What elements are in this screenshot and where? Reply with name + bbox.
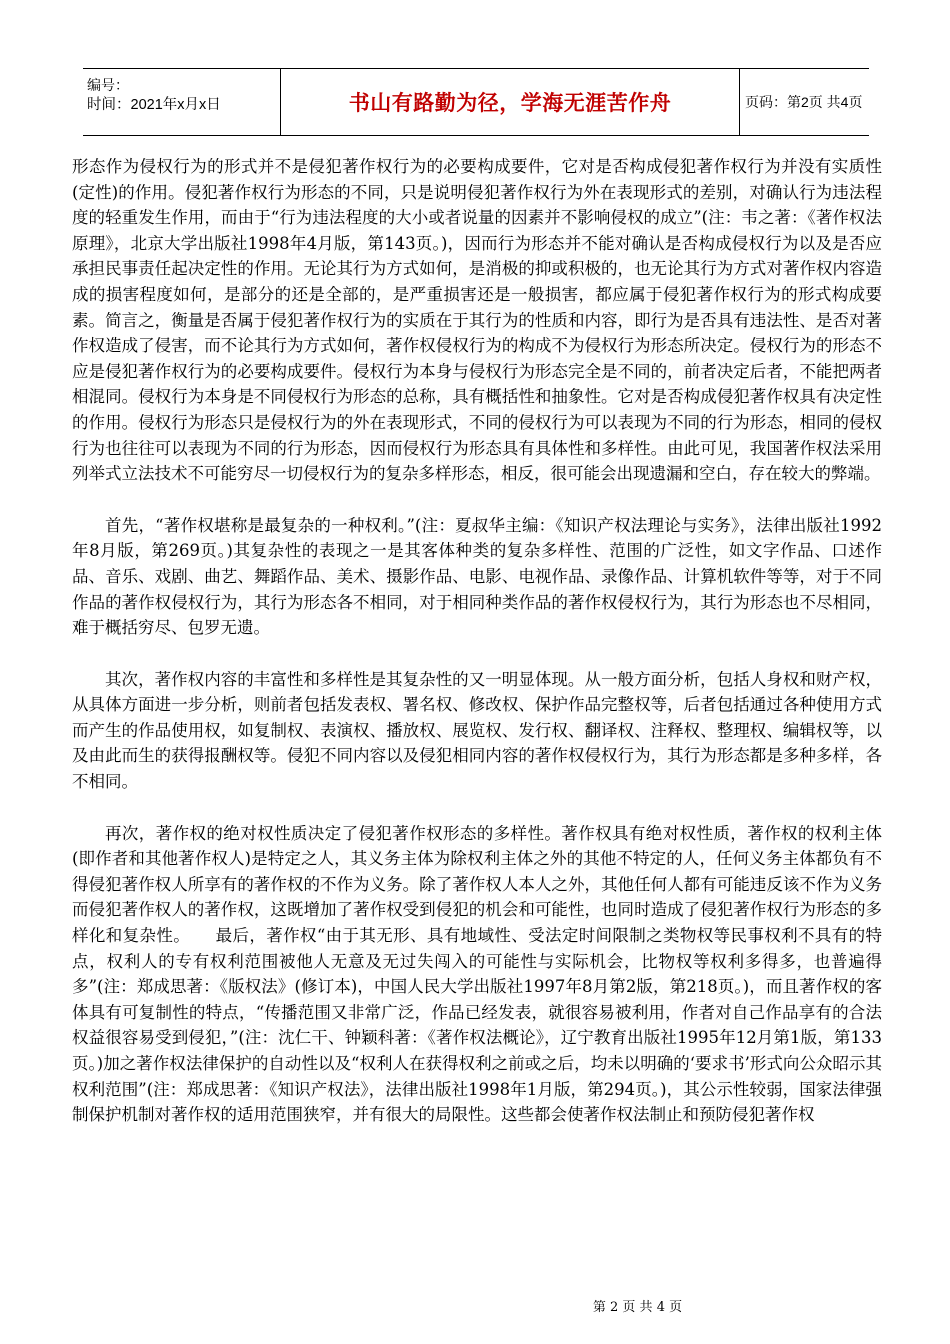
paragraph-1: 形态作为侵权行为的形式并不是侵犯著作权行为的必要构成要件，它对是否构成侵犯著作权行为并没有实质性(定性)的作用。侵犯著作权行为形态的不同，只是说明侵犯著作权行为外在表现形式的差别，对确认行为违法程度的轻重发生作用，而由于“行为违法程度的大小或者说量的因素并不影响侵权的成立”(注：韦之著：《著作权法原理》，北京大学出版社1998年4月版，第143页。)，因而行为形态并不能对确认是否构成侵权行为以及是否应承担民事责任起决定性的作用。无论其行为方式如何，是消极的抑或积极的，也无论其行为方式对著作权内容造成的损害程度如何，是部分的还是全部的，是严重损害还是一般损害，都应属于侵犯著作权行为的形式构成要素。简言之，衡量是否属于侵犯著作权行为的实质在于其行为的性质和内容，即行为是否具有违法性、是否对著作权造成了侵害，而不论其行为方式如何，著作权侵权行为的构成不为侵权行为形态所决定。侵权行为的形态不应是侵犯著作权行为的必要构成要件。侵权行为本身与侵权行为形态完全是不同的，前者决定后者，不能把两者相混同。侵权行为本身是不同侵权行为形态的总称，具有概括性和抽象性。它对是否构成侵犯著作权具有决定性的作用。侵权行为形态只是侵权行为的外在表现形式，不同的侵权行为可以表现为不同的行为形态，相同的侵权行为也往往可以表现为不同的行为形态，因而侵权行为形态具有具体性和多样性。由此可见，我国著作权法采用列举式立法技术不可能穷尽一切侵权行为的复杂多样形态，相反，很可能会出现遗漏和空白，存在较大的弊端。: [72, 157, 882, 484]
footer-page-number: 第 2 页 共 4 页: [592, 1300, 683, 1315]
paragraph-2: 首先，“著作权堪称是最复杂的一种权利。”(注：夏叔华主编：《知识产权法理论与实务》，法律出版社1992年8月版，第269页。)其复杂性的表现之一是其客体种类的复杂多样性、范围的广泛性，如文字作品、口述作品、音乐、戏剧、曲艺、舞蹈作品、美术、摄影作品、电影、电视作品、录像作品、计算机软件等等，对于不同作品的著作权侵权行为，其行为形态各不相同，对于相同种类作品的著作权侵权行为，其行为形态也不尽相同，难于概括穷尽、包罗无遗。: [72, 515, 882, 638]
paragraph-4: 再次，著作权的绝对权性质决定了侵犯著作权形态的多样性。著作权具有绝对权性质，著作权的权利主体(即作者和其他著作权人)是特定之人，其义务主体为除权利主体之外的其他不特定的人，任何义务主体都负有不得侵犯著作权人所享有的著作权的不作为义务。除了著作权人本人之外，其他任何人都有可能违反该不作为义务而侵犯著作权人的著作权，这既增加了著作权受到侵犯的机会和可能性，也同时造成了侵犯著作权行为形态的多样化和复杂性。 最后，著作权“由于其无形、具有地域性、受法定时间限制之类物权等民事权利不具有的特点，权利人的专有权利范围被他人无意及无过失闯入的可能性与实际机会，比物权等权利多得多，也普遍得多”(注：郑成思著：《版权法》(修订本)，中国人民大学出版社1997年8月第2版，第218页。)，而且著作权的客体具有可复制性的特点，“传播范围又非常广泛，作品已经发表，就很容易被利用，作者对自己作品享有的合法权益很容易受到侵犯，”(注：沈仁干、钟颖科著：《著作权法概论》，辽宁教育出版社1995年12月第1版，第133页。)加之著作权法律保护的自动性以及“权利人在获得权利之前或之后，均未以明确的‘要求书’形式向公众昭示其权利范围”(注：郑成思著：《知识产权法》，法律出版社1998年1月版，第294页。)，其公示性较弱，国家法律强制保护机制对著作权的适用范围狭窄，并有很大的局限性。这些都会使著作权法制止和预防侵犯著作权: [72, 823, 882, 1125]
header-page-info: 页码：第2页 共4页: [745, 94, 863, 110]
page-header: [83, 68, 869, 136]
time-label: 时间：2021年x月x日: [87, 97, 221, 113]
header-motto-cell: [280, 69, 740, 135]
motto-text: 书山有路勤为径，学海无涯苦作舟: [348, 91, 672, 115]
header-meta: [83, 69, 280, 135]
document-body: [72, 154, 882, 1128]
paragraph-3: 其次，著作权内容的丰富性和多样性是其复杂性的又一明显体现。从一般方面分析，包括人身权和财产权，从具体方面进一步分析，则前者包括发表权、署名权、修改权、保护作品完整权等，后者包括通过各种使用方式而产生的作品使用权，如复制权、表演权、播放权、展览权、发行权、翻译权、注释权、整理权、编辑权等，以及由此而生的获得报酬权等。侵犯不同内容以及侵犯相同内容的著作权侵权行为，其行为形态都是多种多样，各不相同。: [72, 669, 882, 792]
page-footer: [0, 1296, 950, 1315]
number-label: 编号：: [87, 77, 129, 93]
